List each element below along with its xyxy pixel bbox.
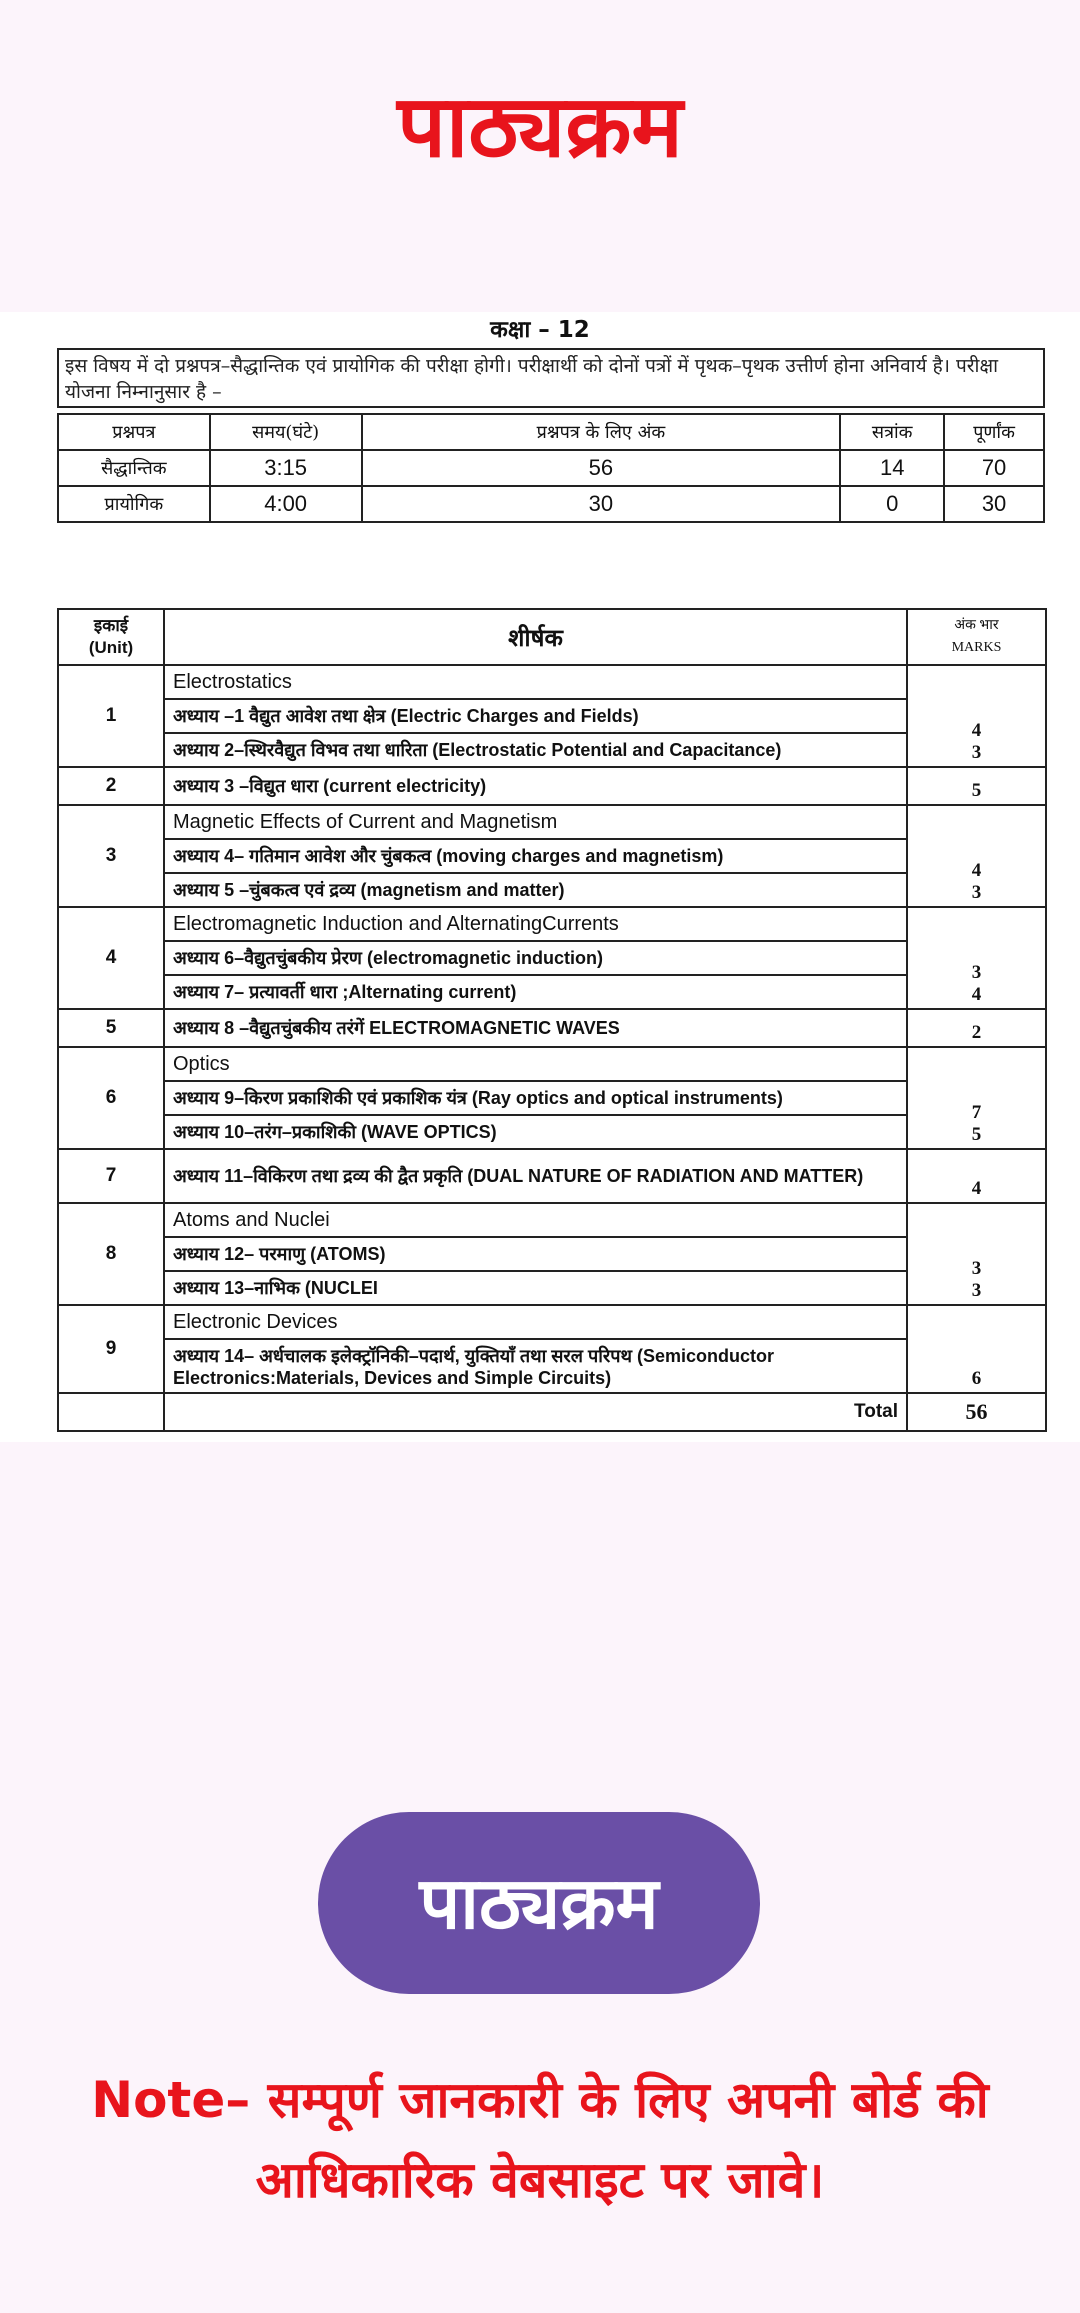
- chapter-title: अध्याय 7– प्रत्यावर्ती धारा ;Alternating current): [164, 975, 907, 1009]
- chapter-row: [58, 1339, 1046, 1393]
- chapter-row: [58, 873, 1046, 907]
- unit-header-hi: इकाई: [93, 616, 129, 635]
- unit-number: 1: [58, 665, 164, 767]
- chapter-row: [58, 1115, 1046, 1149]
- chapter-marks: 7: [971, 1102, 982, 1123]
- section-title: Electromagnetic Induction and AlternatingCurrents: [164, 907, 907, 941]
- exam-header-cell: सत्रांक: [840, 414, 944, 450]
- unit-number: 3: [58, 805, 164, 907]
- section-row: [58, 805, 1046, 839]
- chapter-title: अध्याय 11–विकिरण तथा द्रव्य की द्वैत प्रकृति (DUAL NATURE OF RADIATION AND MATTER): [164, 1149, 907, 1203]
- chapter-row: [58, 1149, 1046, 1203]
- chapter-marks: 3: [971, 962, 982, 983]
- chapter-row: [58, 767, 1046, 805]
- chapter-marks: 4: [971, 720, 982, 741]
- chapter-row: [58, 699, 1046, 733]
- unit-marks: [907, 665, 1046, 767]
- marks-header-en: MARKS: [951, 640, 1002, 655]
- exam-cell: सैद्धान्तिक: [58, 450, 210, 486]
- marks-header-hi: अंक भार: [954, 618, 999, 633]
- intro-text: इस विषय में दो प्रश्नपत्र–सैद्धान्तिक एवं प्रायोगिक की परीक्षा होगी। परीक्षार्थी को दोनों पत्रों में पृथक–पृथक उत्तीर्ण होना अनिवार्य है। परीक्षा योजना निम्नानुसार है –: [57, 348, 1045, 408]
- section-row: [58, 1305, 1046, 1339]
- units-body: [58, 665, 1046, 1393]
- unit-number: 7: [58, 1149, 164, 1203]
- total-value: 56: [907, 1393, 1046, 1431]
- title-header: शीर्षक: [164, 609, 907, 665]
- chapter-row: [58, 1271, 1046, 1305]
- exam-cell: 30: [362, 486, 841, 522]
- chapter-title: अध्याय 2–स्थिरवैद्युत विभव तथा धारिता (Electrostatic Potential and Capacitance): [164, 733, 907, 767]
- chapter-marks: 4: [971, 984, 982, 1005]
- chapter-row: [58, 839, 1046, 873]
- chapter-title: अध्याय –1 वैद्युत आवेश तथा क्षेत्र (Electric Charges and Fields): [164, 699, 907, 733]
- unit-marks: [907, 1149, 1046, 1203]
- unit-marks: [907, 1203, 1046, 1305]
- chapter-title: अध्याय 14– अर्धचालक इलेक्ट्रॉनिकी–पदार्थ, युक्तियाँ तथा सरल परिपथ (Semiconductor Electronics:Materials, Devices and Simple Circuits): [164, 1339, 907, 1393]
- chapter-title: अध्याय 4– गतिमान आवेश और चुंबकत्व (moving charges and magnetism): [164, 839, 907, 873]
- unit-number: 4: [58, 907, 164, 1009]
- total-label: Total: [164, 1393, 907, 1431]
- chapter-marks: 4: [971, 860, 982, 881]
- unit-marks: [907, 1009, 1046, 1047]
- unit-marks: [907, 1305, 1046, 1393]
- section-title: Atoms and Nuclei: [164, 1203, 907, 1237]
- chapter-marks: 3: [971, 1280, 982, 1301]
- exam-header-cell: समय(घंटे): [210, 414, 362, 450]
- section-row: [58, 1203, 1046, 1237]
- section-title: Electronic Devices: [164, 1305, 907, 1339]
- unit-marks: [907, 767, 1046, 805]
- unit-marks: [907, 805, 1046, 907]
- exam-cell: प्रायोगिक: [58, 486, 210, 522]
- chapter-title: अध्याय 13–नाभिक (NUCLEI: [164, 1271, 907, 1305]
- unit-marks: [907, 1047, 1046, 1149]
- chapter-title: अध्याय 9–किरण प्रकाशिकी एवं प्रकाशिक यंत्र (Ray optics and optical instruments): [164, 1081, 907, 1115]
- exam-scheme-table: [57, 413, 1045, 523]
- chapter-title: अध्याय 3 –विद्युत धारा (current electricity): [164, 767, 907, 805]
- chapter-row: [58, 941, 1046, 975]
- exam-header-cell: प्रश्नपत्र के लिए अंक: [362, 414, 841, 450]
- chapter-row: [58, 1009, 1046, 1047]
- unit-number: 6: [58, 1047, 164, 1149]
- page-title: पाठ्यक्रम: [397, 77, 683, 177]
- chapter-marks: 5: [971, 780, 982, 801]
- exam-row: [58, 450, 1044, 486]
- exam-row: [58, 486, 1044, 522]
- chapter-title: अध्याय 12– परमाणु (ATOMS): [164, 1237, 907, 1271]
- chapter-row: [58, 1237, 1046, 1271]
- chapter-marks: 6: [971, 1368, 982, 1389]
- exam-header-cell: प्रश्नपत्र: [58, 414, 210, 450]
- syllabus-button[interactable]: पाठ्यक्रम: [318, 1812, 760, 1994]
- section-row: [58, 1047, 1046, 1081]
- chapter-marks: 3: [971, 1258, 982, 1279]
- exam-cell: 56: [362, 450, 841, 486]
- section-title: Optics: [164, 1047, 907, 1081]
- exam-header-row: [58, 414, 1044, 450]
- exam-cell: 4:00: [210, 486, 362, 522]
- section-row: [58, 665, 1046, 699]
- exam-cell: 0: [840, 486, 944, 522]
- section-title: Magnetic Effects of Current and Magnetism: [164, 805, 907, 839]
- unit-header-en: (Unit): [88, 638, 134, 657]
- syllabus-header-row: [58, 609, 1046, 665]
- unit-number: 5: [58, 1009, 164, 1047]
- class-heading: कक्षा – 12: [490, 317, 590, 343]
- section-title: Electrostatics: [164, 665, 907, 699]
- chapter-row: [58, 1081, 1046, 1115]
- chapter-title: अध्याय 10–तरंग–प्रकाशिकी (WAVE OPTICS): [164, 1115, 907, 1149]
- exam-cell: 30: [944, 486, 1044, 522]
- chapter-marks: 3: [971, 742, 982, 763]
- exam-cell: 14: [840, 450, 944, 486]
- chapter-row: [58, 733, 1046, 767]
- unit-number: 2: [58, 767, 164, 805]
- chapter-title: अध्याय 5 –चुंबकत्व एवं द्रव्य (magnetism and matter): [164, 873, 907, 907]
- chapter-marks: 3: [971, 882, 982, 903]
- section-row: [58, 907, 1046, 941]
- exam-cell: 70: [944, 450, 1044, 486]
- syllabus-document-image: [0, 312, 1080, 1442]
- chapter-marks: 4: [971, 1178, 982, 1199]
- total-row: [58, 1393, 1046, 1431]
- exam-header-cell: पूर्णांक: [944, 414, 1044, 450]
- exam-cell: 3:15: [210, 450, 362, 486]
- chapter-title: अध्याय 8 –वैद्युतचुंबकीय तरंगें ELECTROMAGNETIC WAVES: [164, 1009, 907, 1047]
- syllabus-table: [57, 608, 1047, 1432]
- chapter-marks: 5: [971, 1124, 982, 1145]
- unit-number: 9: [58, 1305, 164, 1393]
- chapter-marks: 2: [971, 1022, 982, 1043]
- note-text: Note– सम्पूर्ण जानकारी के लिए अपनी बोर्ड की आधिकारिक वेबसाइट पर जावे।: [91, 2071, 989, 2209]
- chapter-row: [58, 975, 1046, 1009]
- chapter-title: अध्याय 6–वैद्युतचुंबकीय प्रेरण (electromagnetic induction): [164, 941, 907, 975]
- unit-marks: [907, 907, 1046, 1009]
- unit-number: 8: [58, 1203, 164, 1305]
